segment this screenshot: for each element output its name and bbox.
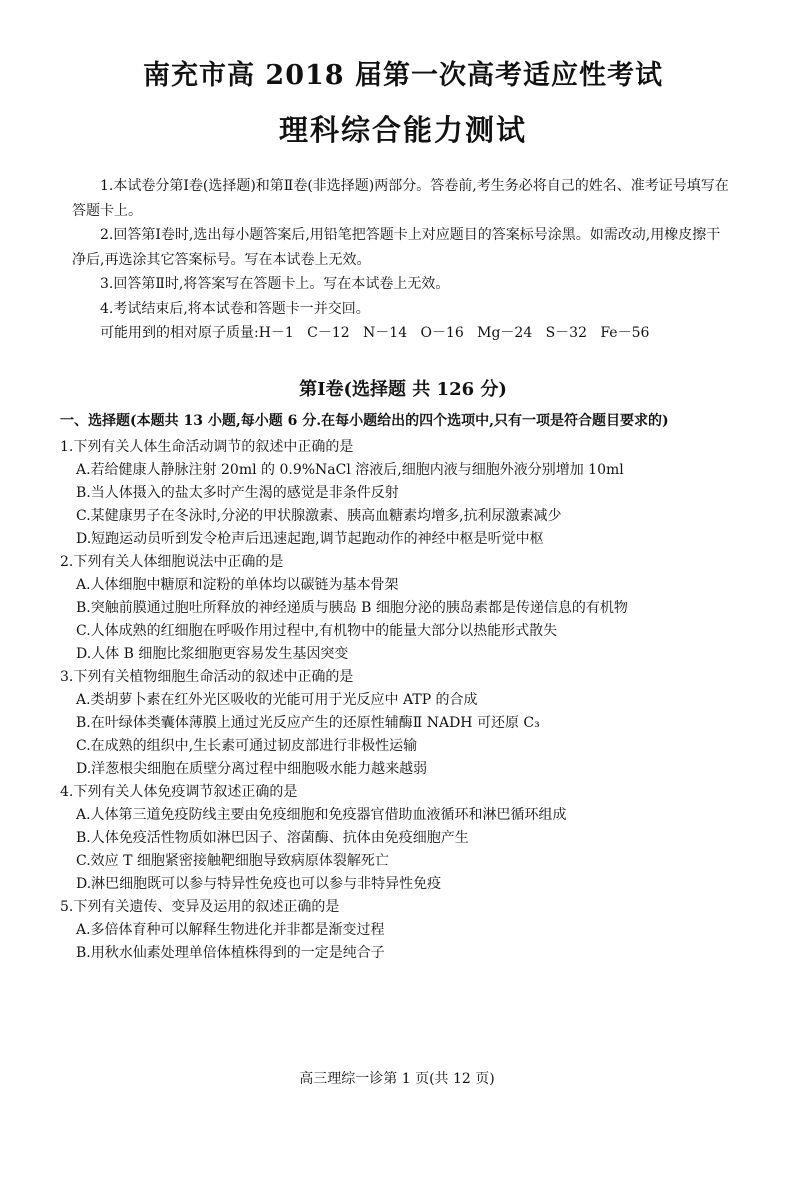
question-option: C.人体成熟的红细胞在呼吸作用过程中,有机物中的能量大部分以热能形式散失 bbox=[76, 622, 558, 639]
question-stem: 1.下列有关人体生命活动调节的叙述中正确的是 bbox=[60, 438, 354, 455]
question-option: C.在成熟的组织中,生长素可通过韧皮部进行非极性运输 bbox=[76, 737, 418, 754]
question-option: C.某健康男子在冬泳时,分泌的甲状腺激素、胰高血糖素均增多,抗利尿激素减少 bbox=[76, 507, 562, 524]
question-1 bbox=[60, 436, 734, 551]
exam-notices bbox=[72, 174, 734, 346]
notice-item: 3.回答第Ⅱ时,将答案写在答题卡上。写在本试卷上无效。 bbox=[100, 276, 450, 292]
question-stem: 2.下列有关人体细胞说法中正确的是 bbox=[60, 553, 284, 570]
question-option: C.效应 T 细胞紧密接触靶细胞导致病原体裂解死亡 bbox=[76, 852, 389, 869]
question-3 bbox=[60, 666, 734, 781]
question-option: D.洋葱根尖细胞在质壁分离过程中细胞吸水能力越来越弱 bbox=[76, 760, 428, 777]
question-2 bbox=[60, 551, 734, 666]
question-option: B.突触前膜通过胞吐所释放的神经递质与胰岛 B 细胞分泌的胰岛素都是传递信息的有机物 bbox=[76, 599, 628, 616]
question-option: A.人体细胞中糖原和淀粉的单体均以碳链为基本骨架 bbox=[76, 576, 399, 593]
question-5 bbox=[60, 896, 734, 965]
exam-subtitle: 理科综合能力测试 bbox=[278, 113, 527, 147]
question-option: D.短跑运动员听到发令枪声后迅速起跑,调节起跑动作的神经中枢是听觉中枢 bbox=[76, 530, 544, 547]
exam-title: 南充市高 2018 届第一次高考适应性考试 bbox=[143, 60, 663, 91]
atomic-masses: 可能用到的相对原子质量:H－1 C－12 N－14 O－16 Mg－24 S－32 Fe－56 bbox=[100, 325, 650, 341]
question-option: B.人体免疫活性物质如淋巴因子、溶菌酶、抗体由免疫细胞产生 bbox=[76, 829, 469, 846]
notice-item: 2.回答第Ⅰ卷时,选出每小题答案后,用铅笔把答题卡上对应题目的答案标号涂黑。如需改动,用橡皮擦干净后,再选涂其它答案标号。写在本试卷上无效。 bbox=[72, 227, 721, 268]
question-option: D.淋巴细胞既可以参与特异性免疫也可以参与非特异性免疫 bbox=[76, 875, 442, 892]
page-footer: 高三理综一诊第 1 页(共 12 页) bbox=[299, 1071, 495, 1087]
question-option: A.多倍体育种可以解释生物进化并非都是渐变过程 bbox=[76, 921, 385, 938]
question-option: B.在叶绿体类囊体薄膜上通过光反应产生的还原性辅酶Ⅱ NADH 可还原 C₃ bbox=[76, 714, 540, 731]
question-stem: 5.下列有关遗传、变异及运用的叙述正确的是 bbox=[60, 898, 340, 915]
question-option: D.人体 B 细胞比浆细胞更容易发生基因突变 bbox=[76, 645, 349, 662]
exam-page bbox=[0, 58, 794, 1180]
section-intro: 一、选择题(本题共 13 小题,每小题 6 分.在每小题给出的四个选项中,只有一项是符合题目要求的) bbox=[60, 412, 669, 429]
question-stem: 4.下列有关人体免疫调节叙述正确的是 bbox=[60, 783, 298, 800]
question-list bbox=[60, 436, 734, 965]
question-option: B.当人体摄入的盐太多时产生渴的感觉是非条件反射 bbox=[76, 484, 399, 501]
question-option: A.若给健康人静脉注射 20ml 的 0.9%NaCl 溶液后,细胞内液与细胞外液分别增加 10ml bbox=[76, 461, 624, 478]
question-option: A.人体第三道免疫防线主要由免疫细胞和免疫器官借助血液循环和淋巴循环组成 bbox=[76, 806, 567, 823]
notice-item: 4.考试结束后,将本试卷和答题卡一并交回。 bbox=[100, 300, 370, 317]
question-option: B.用秋水仙素处理单倍体植株得到的一定是纯合子 bbox=[76, 944, 385, 961]
question-4 bbox=[60, 781, 734, 896]
section-title: 第Ⅰ卷(选择题 共 126 分) bbox=[299, 378, 507, 400]
notice-item: 1.本试卷分第Ⅰ卷(选择题)和第Ⅱ卷(非选择题)两部分。答卷前,考生务必将自己的姓名、准考证号填写在答题卡上。 bbox=[72, 178, 729, 219]
question-stem: 3.下列有关植物细胞生命活动的叙述中正确的是 bbox=[60, 668, 354, 685]
question-option: A.类胡萝卜素在红外光区吸收的光能可用于光反应中 ATP 的合成 bbox=[76, 691, 478, 708]
